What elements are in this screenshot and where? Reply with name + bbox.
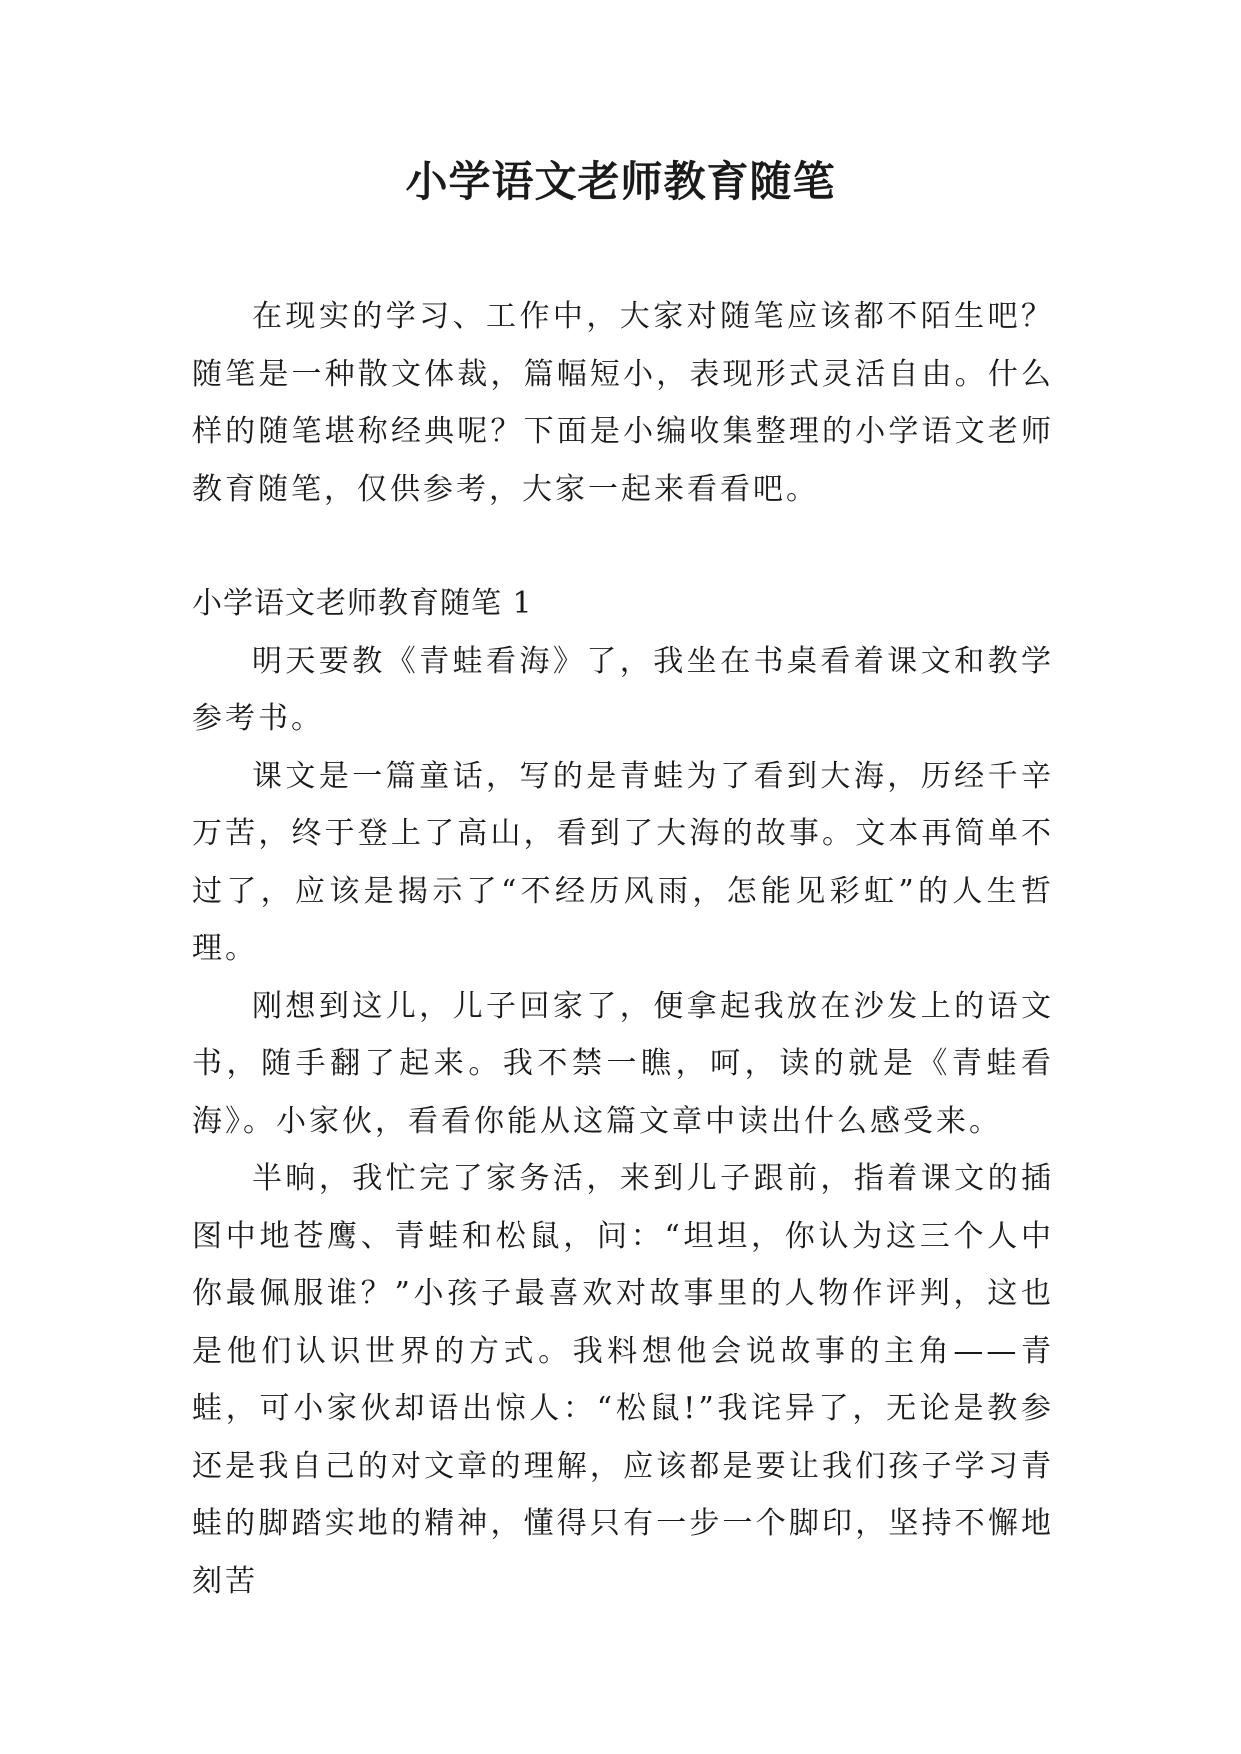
intro-paragraph: 在现实的学习、工作中，大家对随笔应该都不陌生吧？随笔是一种散文体裁，篇幅短小，表现形式灵活自由。什么样的随笔堪称经典呢？下面是小编收集整理的小学语文老师教育随笔，仅供参考，大家一起来看看吧。: [192, 299, 1054, 507]
body-paragraph: 课文是一篇童话，写的是青蛙为了看到大海，历经千辛万苦，终于登上了高山，看到了大海的故事。文本再简单不过了，应该是揭示了“不经历风雨，怎能见彩虹”的人生哲理。: [192, 758, 1054, 966]
document-body: [192, 288, 1054, 1610]
document-title: 小学语文老师教育随笔: [405, 157, 836, 206]
body-paragraph: 刚想到这儿，儿子回家了，便拿起我放在沙发上的语文书，随手翻了起来。我不禁一瞧，呵，读的就是《青蛙看海》。小家伙，看看你能从这篇文章中读出什么感受来。: [192, 988, 1054, 1139]
body-paragraph: 明天要教《青蛙看海》了，我坐在书桌看着课文和教学参考书。: [192, 643, 1054, 736]
body-paragraph: 半晌，我忙完了家务活，来到儿子跟前，指着课文的插图中地苍鹰、青蛙和松鼠，问：“坦坦，你认为这三个人中你最佩服谁？”小孩子最喜欢对故事里的人物作评判，这也是他们认识世界的方式。我料想他会说故事的主角——青蛙，可小家伙却语出惊人：“松鼠!”我诧异了，无论是教参还是我自己的对文章的理解，应该都是要让我们孩子学习青蛙的脚踏实地的精神，懂得只有一步一个脚印，坚持不懈地刻苦: [192, 1161, 1054, 1599]
section: [192, 575, 1054, 1610]
section-heading: 小学语文老师教育随笔 1: [192, 586, 533, 621]
